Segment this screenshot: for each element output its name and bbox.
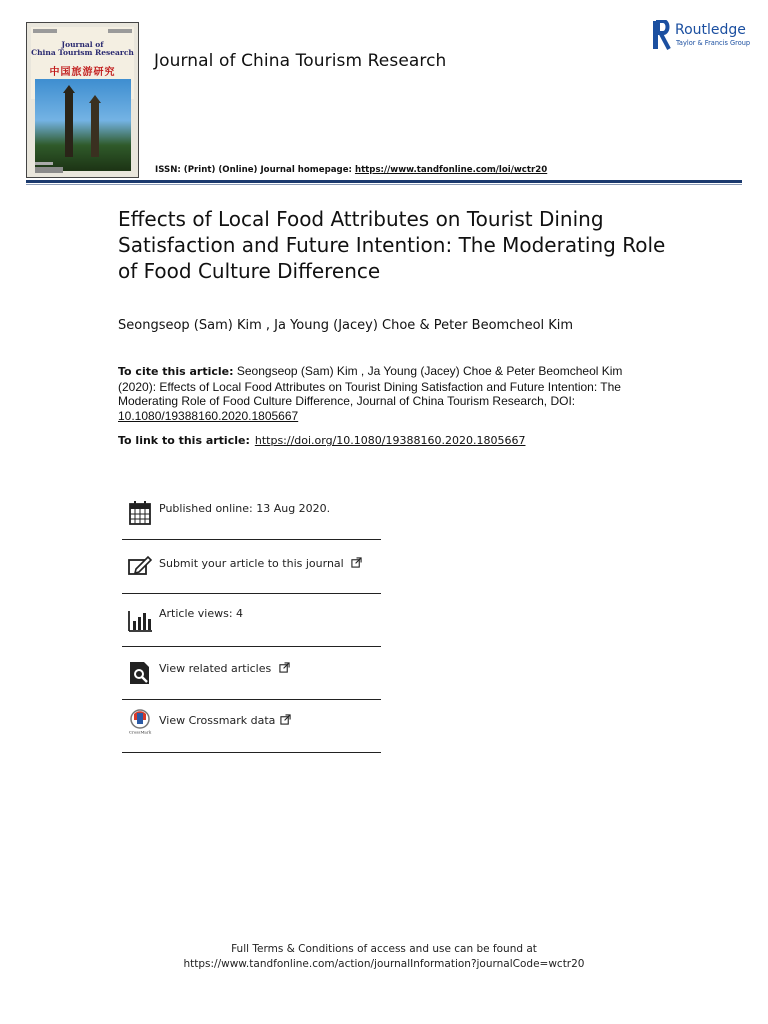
cover-title-line: Journal of <box>61 40 104 49</box>
cover-title-line: China Tourism Research <box>31 48 134 57</box>
cover-chinese-title: 中国旅游研究 <box>49 67 116 78</box>
issn-line <box>155 165 547 175</box>
cover-decoration <box>108 29 132 33</box>
bar-chart-icon <box>128 607 152 633</box>
journal-homepage-link[interactable]: https://www.tandfonline.com/loi/wctr20 <box>354 165 548 175</box>
related-search-icon <box>128 660 152 686</box>
routledge-logo[interactable] <box>651 20 751 52</box>
external-link-icon <box>279 662 290 673</box>
published-online-item <box>122 486 381 540</box>
issn-prefix: ISSN: (Print) (Online) Journal homepage: <box>155 165 355 175</box>
header-divider <box>26 180 742 183</box>
cover-decoration <box>35 162 53 165</box>
article-views-text: Article views: 4 <box>159 607 244 620</box>
crossmark-caption: CrossMark <box>128 729 152 735</box>
citation-block <box>118 364 638 423</box>
footer-terms-text: Full Terms & Conditions of access and use can be found at <box>231 943 537 955</box>
external-link-icon <box>280 714 291 725</box>
related-articles-label: View related articles <box>159 662 272 675</box>
cover-title <box>31 41 134 57</box>
journal-title: Journal of China Tourism Research <box>154 51 447 71</box>
link-label: To link to this article: <box>118 434 250 447</box>
article-title: Effects of Local Food Attributes on Tourist Dining Satisfaction and Future Intention: The Moderating Role of Food Culture Difference <box>118 207 666 283</box>
pagoda-shape <box>91 103 99 157</box>
crossmark-icon <box>128 709 152 735</box>
header-divider <box>26 184 742 185</box>
routledge-r-icon <box>651 20 671 50</box>
article-views-item <box>122 593 381 647</box>
submit-article-item[interactable] <box>122 540 381 594</box>
publisher-subtitle: Taylor & Francis Group <box>676 39 751 47</box>
article-authors: Seongseop (Sam) Kim , Ja Young (Jacey) Choe & Peter Beomcheol Kim <box>118 318 574 333</box>
cover-decoration <box>33 29 57 33</box>
publisher-name: Routledge <box>675 22 746 38</box>
cite-label: To cite this article: <box>118 365 234 378</box>
crossmark-item[interactable] <box>122 699 381 753</box>
cite-text: Seongseop (Sam) Kim , Ja Young (Jacey) Choe & Peter Beomcheol Kim (2020): Effects of Local Food Attributes on Tourist Dining Satisfaction and Future Intention: The Moderating Role of Food Culture Difference, Journal of China Tourism Research, DOI: <box>118 364 623 408</box>
submit-article-text[interactable] <box>159 557 362 570</box>
cover-pagoda-photo <box>35 79 131 171</box>
journal-cover-image <box>26 22 139 178</box>
article-link-line <box>118 434 525 447</box>
cite-doi-link[interactable]: 10.1080/19388160.2020.1805667 <box>118 408 299 423</box>
crossmark-label: View Crossmark data <box>159 714 276 727</box>
related-articles-text[interactable] <box>159 662 290 675</box>
edit-document-icon <box>128 554 152 580</box>
external-link-icon <box>351 557 362 568</box>
crossmark-text[interactable] <box>159 714 291 727</box>
pagoda-shape <box>65 93 73 157</box>
footer-terms-link[interactable]: https://www.tandfonline.com/action/journalInformation?journalCode=wctr20 <box>183 958 585 970</box>
calendar-icon <box>128 500 152 526</box>
submit-article-label: Submit your article to this journal <box>159 557 344 570</box>
related-articles-item[interactable] <box>122 646 381 700</box>
article-doi-link[interactable]: https://doi.org/10.1080/19388160.2020.1805667 <box>254 434 526 447</box>
cover-publisher-mark <box>35 167 63 173</box>
published-online-text: Published online: 13 Aug 2020. <box>159 502 331 515</box>
terms-footer <box>0 942 768 972</box>
